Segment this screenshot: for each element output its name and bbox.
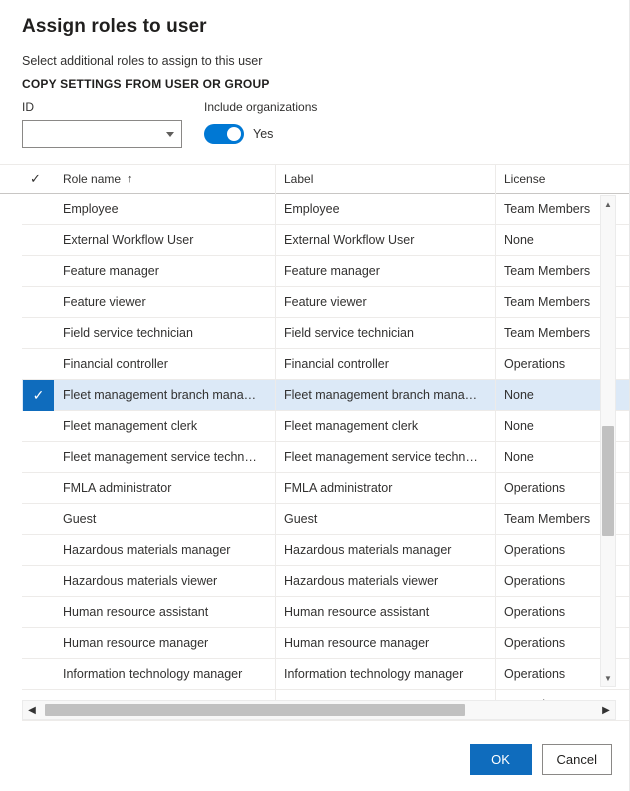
include-organizations-toggle-row — [204, 120, 317, 148]
cell-license-text: Team Members — [504, 202, 591, 216]
cell-license — [495, 535, 615, 566]
cell-label — [275, 473, 495, 504]
cell-role-name-text: Information technology manager — [63, 667, 243, 681]
cell-label — [275, 659, 495, 690]
cell-license-text: Operations — [504, 543, 566, 557]
cell-role-name — [55, 504, 275, 535]
cell-role-name — [55, 287, 275, 318]
cell-role-name-text: Feature manager — [63, 264, 159, 278]
cell-role-name-text: External Workflow User — [63, 233, 194, 247]
cell-license-text: Operations — [504, 605, 566, 619]
cell-role-name-text: Fleet management branch mana… — [63, 388, 257, 402]
row-checkbox[interactable] — [22, 380, 55, 411]
checkbox-empty-icon — [23, 473, 54, 504]
cell-license-text: None — [504, 388, 534, 402]
cell-label — [275, 380, 495, 411]
cell-label — [275, 256, 495, 287]
table-row[interactable] — [22, 287, 630, 318]
cell-label — [275, 194, 495, 225]
cell-label-text: Information technology manager — [284, 667, 464, 681]
horizontal-scrollbar-thumb[interactable] — [45, 704, 465, 716]
cell-label-text: FMLA administrator — [284, 481, 393, 495]
cell-license-text: None — [504, 419, 534, 433]
checkbox-empty-icon — [23, 504, 54, 535]
table-row[interactable] — [22, 628, 630, 659]
table-row[interactable] — [22, 318, 630, 349]
cell-role-name — [55, 349, 275, 380]
cell-role-name-text: Field service technician — [63, 326, 193, 340]
table-row[interactable] — [22, 566, 630, 597]
section-header-copy-settings: COPY SETTINGS FROM USER OR GROUP — [22, 77, 270, 91]
cell-role-name-text: Financial controller — [63, 357, 168, 371]
cell-label — [275, 287, 495, 318]
check-icon: ✓ — [30, 171, 41, 186]
cell-label — [275, 535, 495, 566]
cell-label — [275, 628, 495, 659]
cell-role-name-text: Employee — [63, 202, 119, 216]
cell-role-name — [55, 380, 275, 411]
row-checkbox[interactable] — [22, 628, 55, 659]
roles-grid — [0, 164, 630, 700]
include-organizations-label: Include organizations — [204, 100, 318, 114]
column-header-license[interactable] — [495, 164, 615, 194]
table-row[interactable] — [22, 473, 630, 504]
table-row[interactable] — [22, 256, 630, 287]
table-row[interactable] — [22, 349, 630, 380]
row-checkbox[interactable] — [22, 442, 55, 473]
row-checkbox[interactable] — [22, 504, 55, 535]
cell-license-text: None — [504, 233, 534, 247]
row-checkbox[interactable] — [22, 287, 55, 318]
cell-license-text: Operations — [504, 481, 566, 495]
cell-role-name — [55, 411, 275, 442]
cell-license — [495, 287, 615, 318]
cell-role-name — [55, 659, 275, 690]
cell-role-name — [55, 566, 275, 597]
cell-role-name-text: FMLA administrator — [63, 481, 172, 495]
cell-role-name — [55, 535, 275, 566]
ok-button[interactable]: OK — [470, 744, 532, 775]
row-checkbox[interactable] — [22, 659, 55, 690]
cell-license — [495, 380, 615, 411]
cancel-button[interactable]: Cancel — [542, 744, 612, 775]
cell-label — [275, 411, 495, 442]
cell-license — [495, 318, 615, 349]
fields-row — [0, 91, 630, 148]
include-organizations-toggle[interactable] — [204, 124, 244, 144]
cell-license — [495, 349, 615, 380]
select-all-checkbox[interactable] — [22, 171, 55, 187]
checkbox-empty-icon — [23, 256, 54, 287]
cell-license — [495, 194, 615, 225]
dialog-footer — [0, 727, 630, 791]
cell-label — [275, 442, 495, 473]
cell-label-text: Field service technician — [284, 326, 414, 340]
id-combobox[interactable] — [22, 120, 182, 148]
chevron-down-icon — [166, 132, 174, 137]
cell-role-name — [55, 225, 275, 256]
table-row[interactable] — [22, 411, 630, 442]
table-row[interactable] — [22, 504, 630, 535]
cell-label — [275, 597, 495, 628]
cell-label-text: Employee — [284, 202, 340, 216]
row-checkbox[interactable] — [22, 566, 55, 597]
cell-label-text: Hazardous materials viewer — [284, 574, 439, 588]
id-field-group — [22, 100, 182, 148]
table-row[interactable] — [22, 380, 630, 411]
include-organizations-group — [204, 100, 317, 148]
cell-role-name — [55, 473, 275, 504]
cell-label-text: Financial controller — [284, 357, 389, 371]
column-header-role-name[interactable] — [55, 164, 275, 194]
cell-license-text: Team Members — [504, 326, 591, 340]
checkbox-empty-icon — [23, 566, 54, 597]
cell-role-name-text: Human resource manager — [63, 636, 209, 650]
page-title: Assign roles to user — [22, 16, 207, 37]
checkbox-empty-icon — [23, 225, 54, 256]
cell-label — [275, 225, 495, 256]
grid-rows-viewport[interactable] — [0, 194, 630, 700]
cell-role-name-text: Fleet management service techn… — [63, 450, 257, 464]
row-checkbox[interactable] — [22, 349, 55, 380]
row-checkbox[interactable] — [22, 535, 55, 566]
cell-license — [495, 659, 615, 690]
sort-ascending-icon: ↑ — [127, 173, 133, 185]
checkbox-empty-icon — [23, 318, 54, 349]
checkbox-empty-icon — [23, 194, 54, 225]
scroll-left-arrow-icon[interactable]: ◀ — [28, 704, 36, 716]
cell-label — [275, 504, 495, 535]
cell-role-name-text: Hazardous materials viewer — [63, 574, 218, 588]
cell-label-text: Feature manager — [284, 264, 380, 278]
cell-license-text: Team Members — [504, 264, 591, 278]
checkbox-empty-icon — [23, 287, 54, 318]
checkbox-empty-icon — [23, 411, 54, 442]
cell-role-name-text: Human resource assistant — [63, 605, 209, 619]
row-checkbox[interactable] — [22, 256, 55, 287]
cell-license-text: Team Members — [504, 295, 591, 309]
cell-label-text: Fleet management clerk — [284, 419, 419, 433]
cell-license-text: None — [504, 450, 534, 464]
checkbox-empty-icon — [23, 442, 54, 473]
cell-label-text: Hazardous materials manager — [284, 543, 452, 557]
cell-license — [495, 256, 615, 287]
dialog-subtitle: Select additional roles to assign to this user — [22, 54, 263, 68]
row-checkbox[interactable] — [22, 597, 55, 628]
cell-label — [275, 349, 495, 380]
cell-license-text: Operations — [504, 636, 566, 650]
row-checkbox[interactable] — [22, 318, 55, 349]
column-header-label-label: Label — [284, 172, 314, 186]
table-row[interactable] — [22, 225, 630, 256]
cell-label-text: Feature viewer — [284, 295, 367, 309]
horizontal-scrollbar[interactable] — [22, 700, 616, 720]
cell-role-name — [55, 597, 275, 628]
table-row[interactable] — [22, 442, 630, 473]
row-checkbox[interactable] — [22, 225, 55, 256]
cell-license — [495, 225, 615, 256]
cell-role-name — [55, 256, 275, 287]
cell-label — [275, 318, 495, 349]
cell-role-name-text: Guest — [63, 512, 97, 526]
cell-label-text: Fleet management service techn… — [284, 450, 478, 464]
cell-license — [495, 504, 615, 535]
checkbox-empty-icon — [23, 628, 54, 659]
table-row[interactable] — [22, 659, 630, 690]
cell-label — [275, 566, 495, 597]
cell-license — [495, 597, 615, 628]
scroll-down-arrow-icon[interactable]: ▼ — [604, 673, 612, 683]
row-checkbox[interactable] — [22, 473, 55, 504]
scroll-right-arrow-icon[interactable]: ▶ — [602, 704, 610, 716]
scroll-up-arrow-icon[interactable]: ▲ — [604, 199, 612, 209]
check-icon: ✓ — [23, 380, 54, 411]
cell-license — [495, 473, 615, 504]
vertical-scrollbar-thumb[interactable] — [602, 426, 614, 536]
row-checkbox[interactable] — [22, 194, 55, 225]
cell-role-name — [55, 318, 275, 349]
table-row[interactable] — [22, 597, 630, 628]
cell-license — [495, 442, 615, 473]
row-checkbox[interactable] — [22, 411, 55, 442]
checkbox-empty-icon — [23, 535, 54, 566]
include-organizations-state: Yes — [253, 127, 274, 141]
grid-header-row — [0, 164, 630, 194]
cell-license — [495, 411, 615, 442]
cell-role-name — [55, 442, 275, 473]
cell-license-text: Team Members — [504, 512, 591, 526]
cell-license-text: Operations — [504, 357, 566, 371]
cell-label-text: External Workflow User — [284, 233, 415, 247]
id-label: ID — [22, 100, 34, 114]
toggle-knob — [227, 127, 241, 141]
cell-role-name — [55, 194, 275, 225]
cell-label-text: Fleet management branch mana… — [284, 388, 478, 402]
checkbox-empty-icon — [23, 659, 54, 690]
cell-label-text: Human resource manager — [284, 636, 430, 650]
checkbox-empty-icon — [23, 349, 54, 380]
table-row[interactable] — [22, 535, 630, 566]
vertical-scrollbar[interactable] — [600, 195, 616, 687]
cell-license-text: Operations — [504, 574, 566, 588]
cell-label-text: Human resource assistant — [284, 605, 430, 619]
cell-label-text: Guest — [284, 512, 318, 526]
column-header-license-label: License — [504, 172, 546, 186]
cell-license-text: Operations — [504, 667, 566, 681]
cell-role-name-text: Fleet management clerk — [63, 419, 198, 433]
column-header-role-name-label: Role name — [63, 172, 122, 186]
cell-role-name-text: Feature viewer — [63, 295, 146, 309]
column-header-label[interactable] — [275, 164, 495, 194]
checkbox-empty-icon — [23, 597, 54, 628]
cell-role-name — [55, 628, 275, 659]
table-row[interactable] — [22, 194, 630, 225]
cell-role-name-text: Hazardous materials manager — [63, 543, 231, 557]
cell-license — [495, 628, 615, 659]
cell-license — [495, 566, 615, 597]
